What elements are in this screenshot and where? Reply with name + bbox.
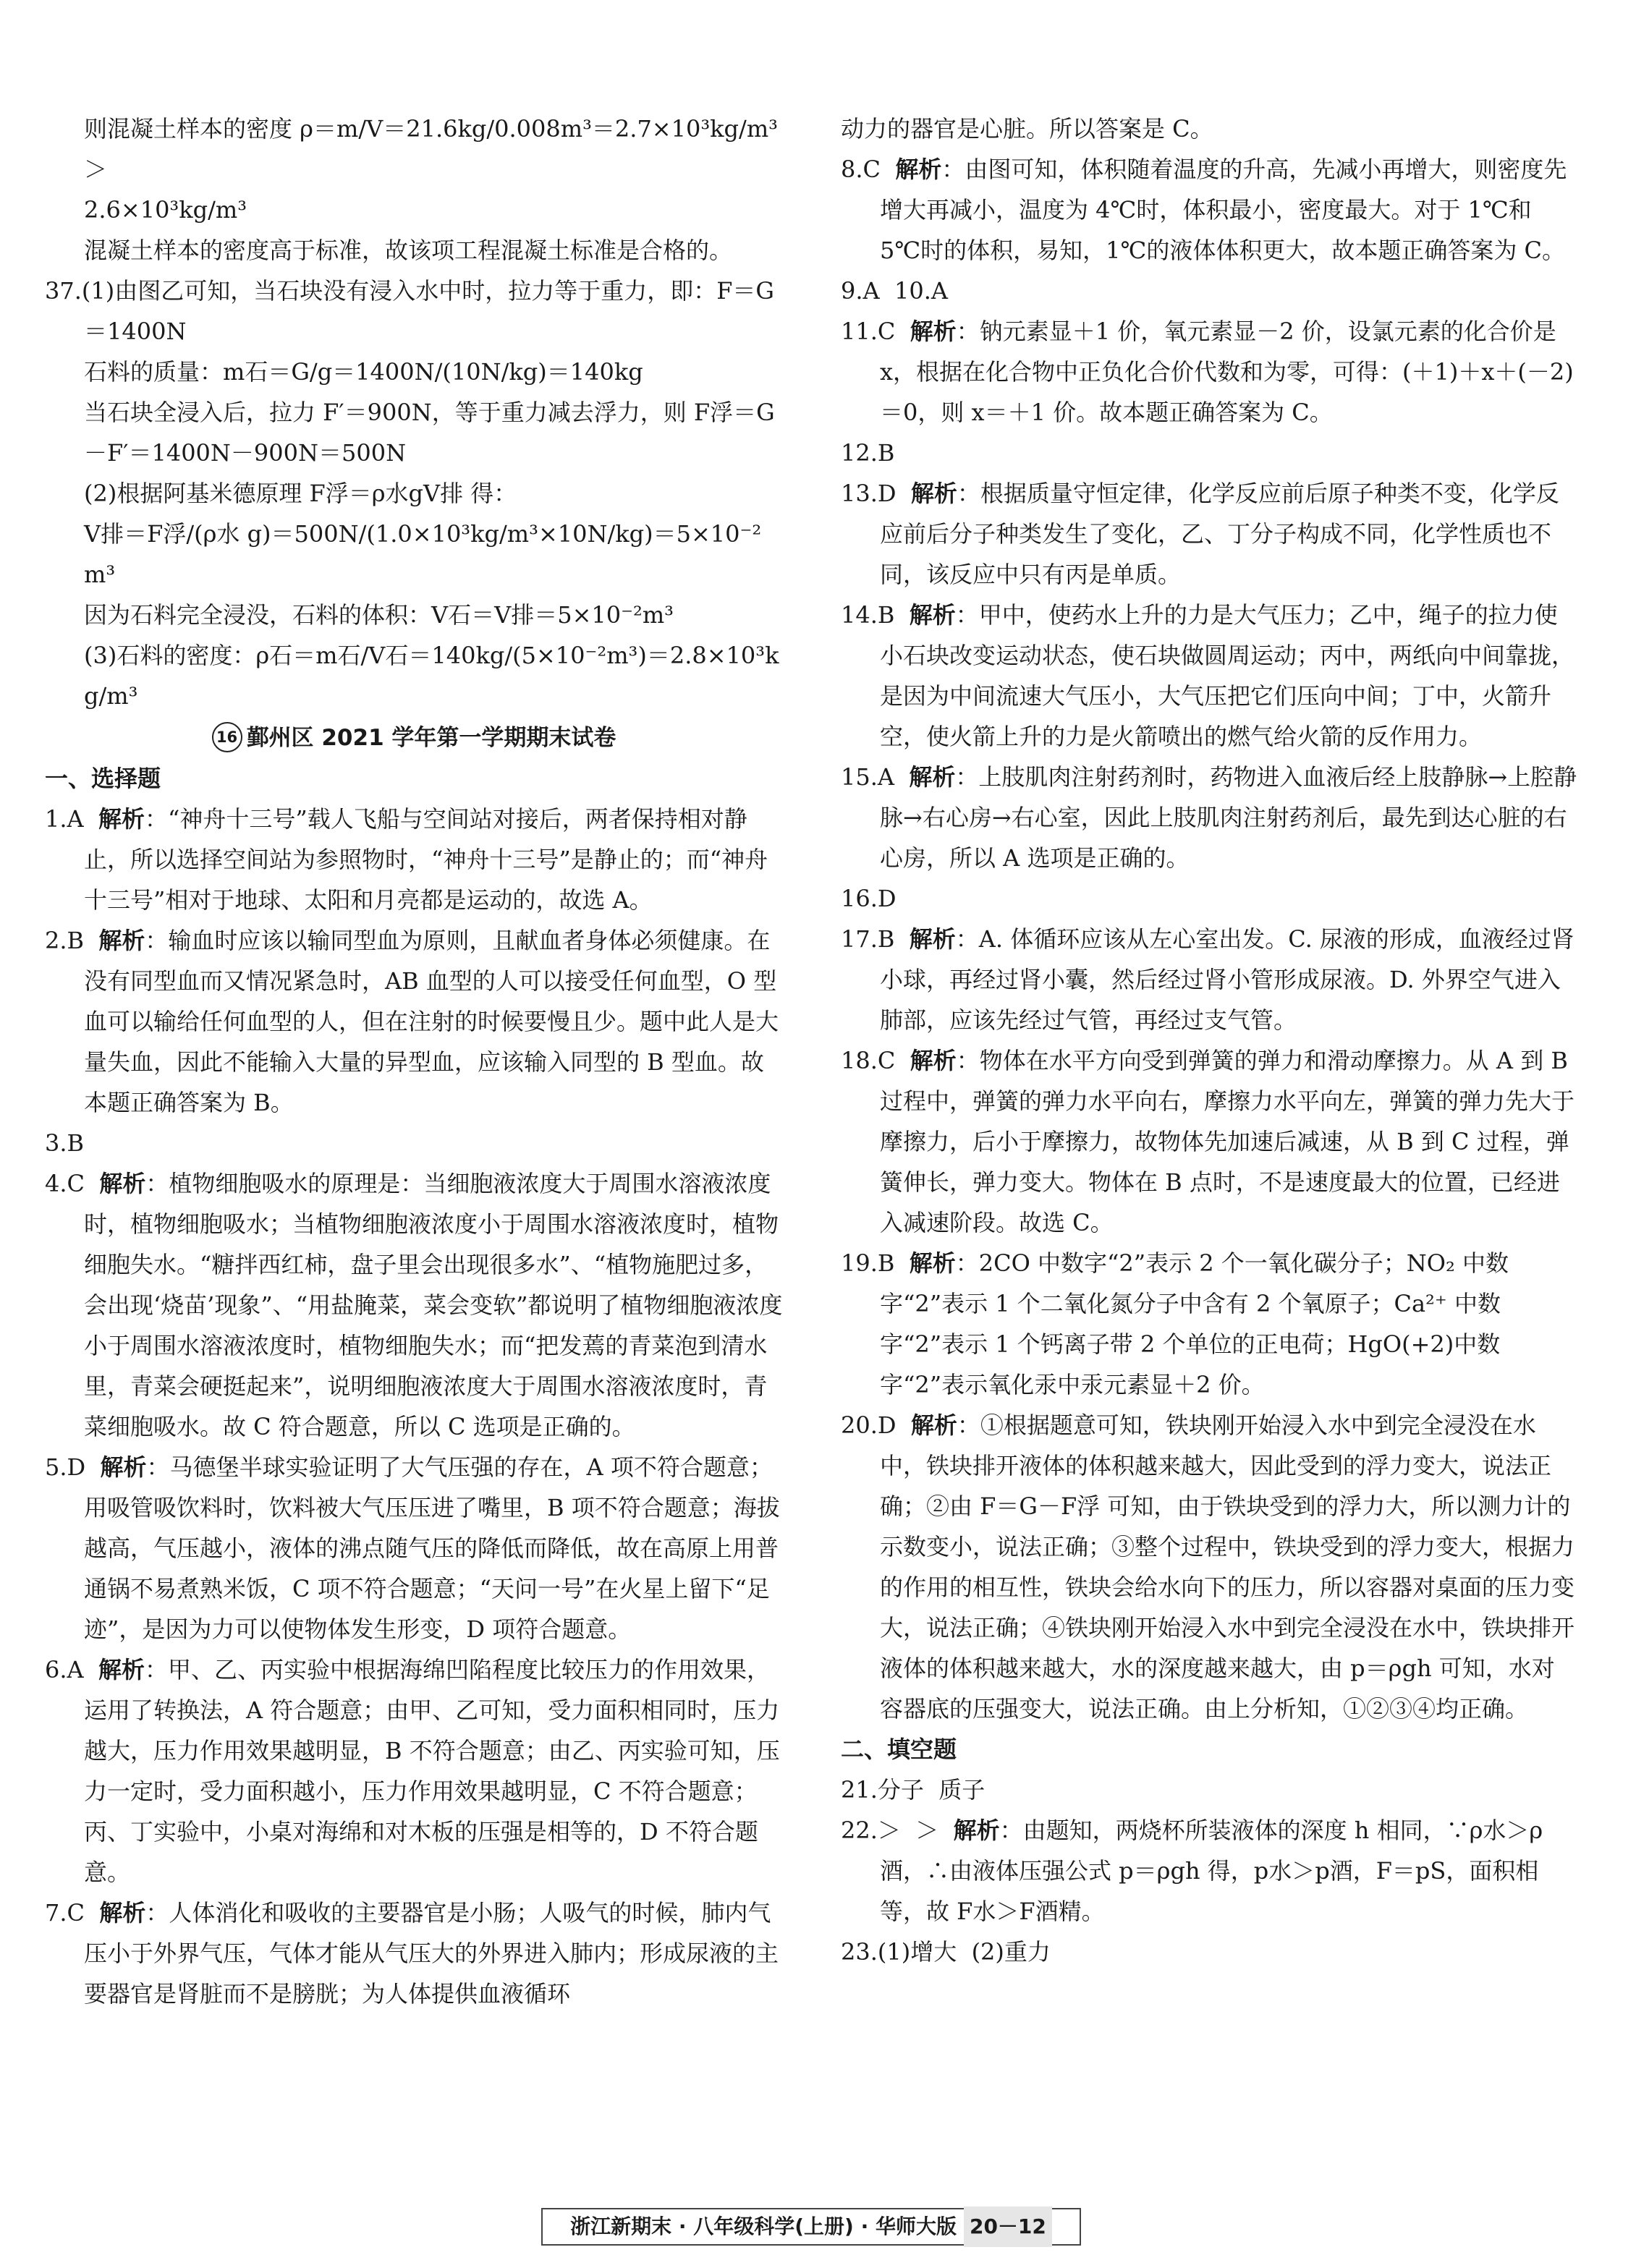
answer-item [841, 311, 1577, 433]
answer-item [841, 919, 1577, 1040]
answer-number: 14.B [841, 601, 895, 629]
analysis-label: 解析 [910, 1047, 957, 1074]
analysis-label: 解析 [98, 805, 145, 833]
answer-number: 21. [841, 1776, 878, 1804]
answer-text: ：“神舟十三号”载人飞船与空间站对接后，两者保持相对静止，所以选择空间站为参照物时，“神舟十三号”是静止的；而“神舟十三号”相对于地球、太阳和月亮都是运动的，故选 A。 [84, 805, 768, 914]
answer-number: 6.A [45, 1656, 84, 1683]
answer-item [45, 1893, 783, 2014]
answer-item [841, 1405, 1577, 1729]
answer-text: ：甲中，使药水上升的力是大气压力；乙中，绳子的拉力使小石块改变运动状态，使石块做圆周运动；丙中，两纸向中间靠拢，是因为中间流速大气压小，大气压把它们压向中间；丁中，火箭升空，使火箭上升的力是火箭喷出的燃气给火箭的反作用力。 [880, 601, 1575, 750]
solution-line: 因为石料完全浸没，石料的体积：V石＝V排＝5×10⁻²m³ [84, 601, 674, 629]
answer-item [45, 1649, 783, 1893]
answer-number: 15.A [841, 763, 894, 791]
answer-item [841, 878, 1577, 919]
answer-text: ：A. 体循环应该从左心室出发。C. 尿液的形成，血液经过肾小球，再经过肾小囊，然后经过肾小管形成尿液。D. 外界空气进入肺部，应该先经过气管，再经过支气管。 [880, 925, 1574, 1034]
solution-line: (2)根据阿基米德原理 F浮＝ρ水gV排 得： [84, 480, 517, 507]
answer-text: 分子 质子 [877, 1776, 986, 1804]
answer-text: (1)增大 (2)重力 [877, 1938, 1051, 1966]
answer-text: ：①根据题意可知，铁块刚开始浸入水中到完全浸没在水中，铁块排开液体的体积越来越大，因此受到的浮力变大，说法正确；②由 F＝G－F浮 可知，由于铁块受到的浮力大，所以测力计的示数变小，说法正确；③整个过程中，铁块受到的浮力变大，根据力的作用的相互性，铁块会给水向下的压力，所以容器对桌面的压力变大，说法正确；④铁块刚开始浸入水中到完全浸没在水中，铁块排开液体的体积越来越大，水的深度越来越大，由 p＝ρgh 可知，水对容器底的压强变大，说法正确。由上分析知，①②③④均正确。 [880, 1411, 1575, 1723]
solution-line: V排＝F浮/(ρ水 g)＝500N/(1.0×10³kg/m³×10N/kg)＝5×10⁻²m³ [84, 520, 762, 588]
answer-text: 动力的器官是心脏。所以答案是 C。 [841, 115, 1213, 143]
solution-line: 37.(1)由图乙可知，当石块没有浸入水中时，拉力等于重力，即：F＝G＝1400N [45, 277, 774, 345]
analysis-label: 解析 [98, 927, 145, 954]
answer-number: 2.B [45, 927, 85, 954]
answer-text: ＞ ＞ [877, 1817, 954, 1844]
answer-number: 11.C [841, 318, 896, 345]
answer-item [45, 1123, 783, 1163]
answer-text: ：植物细胞吸水的原理是：当细胞液浓度大于周围水溶液浓度时，植物细胞吸水；当植物细胞液浓度小于周围水溶液浓度时，植物细胞失水。“糖拌西红柿，盘子里会出现很多水”、“植物施肥过多，会出现‘烧苗’现象”、“用盐腌菜，菜会变软”都说明了植物细胞液浓度小于周围水溶液浓度时，植物细胞失水；而“把发蔫的青菜泡到清水里，青菜会硬挺起来”，说明细胞液浓度大于周围水溶液浓度时，青菜细胞吸水。故 C 符合题意，所以 C 选项是正确的。 [84, 1170, 783, 1440]
answer-text: ：上肢肌肉注射药剂时，药物进入血液后经上肢静脉→上腔静脉→右心房→右心室，因此上肢肌肉注射药剂后，最先到达心脏的右心房，所以 A 选项是正确的。 [880, 763, 1577, 872]
right-column [841, 109, 1577, 1972]
answer-item [841, 1040, 1577, 1243]
answer-number: 7.C [45, 1899, 85, 1927]
section-title [45, 718, 783, 758]
analysis-label: 解析 [98, 1656, 145, 1683]
answer-item [45, 1447, 783, 1649]
answer-number: 9.A [841, 277, 880, 305]
answer-item [45, 799, 783, 920]
answer-item [841, 1810, 1577, 1932]
analysis-label: 解析 [909, 763, 956, 791]
answer-number: 16.D [841, 885, 897, 912]
answer-number: 4.C [45, 1170, 85, 1197]
answer-text: ：由题知，两烧杯所装液体的深度 h 相同，∵ρ水＞ρ酒，∴由液体压强公式 p＝ρgh 得，p水＞p酒，F＝pS，面积相等，故 F水＞F酒精。 [880, 1817, 1543, 1925]
answer-number: 5.D [45, 1453, 86, 1481]
answer-item [841, 1243, 1577, 1405]
answer-number: 18.C [841, 1047, 896, 1074]
answer-number: 8.C [841, 156, 881, 183]
heading-multiple-choice: 一、选择题 [45, 765, 161, 792]
section-title-text: 鄞州区 2021 学年第一学期期末试卷 [246, 725, 616, 751]
solution-line: 混凝土样本的密度高于标准，故该项工程混凝土标准是合格的。 [84, 237, 733, 264]
solution-line: 2.6×10³kg/m³ [84, 196, 247, 224]
analysis-label: 解析 [909, 601, 956, 629]
analysis-label: 解析 [910, 318, 957, 345]
solution-line: 当石块全浸入后，拉力 F′＝900N，等于重力减去浮力，则 F浮＝G－F′＝1400N－900N＝500N [84, 399, 775, 467]
analysis-label: 解析 [910, 480, 957, 507]
answer-item [841, 473, 1577, 595]
solution-line: 石料的质量：m石＝G/g＝1400N/(10N/kg)＝140kg [84, 358, 643, 386]
answer-item [841, 757, 1577, 878]
analysis-label: 解析 [100, 1453, 147, 1481]
answer-item [841, 595, 1577, 757]
left-column [45, 109, 783, 2014]
answer-text: ：2CO 中数字“2”表示 2 个一氧化碳分子；NO₂ 中数字“2”表示 1 个二氧化氮分子中含有 2 个氧原子；Ca²⁺ 中数字“2”表示 1 个钙离子带 2 个单位的正电荷；HgO(+2)中数字“2”表示氧化汞中汞元素显＋2 价。 [880, 1249, 1509, 1398]
answer-text: ：由图可知，体积随着温度的升高，先减小再增大，则密度先增大再减小，温度为 4℃时，体积最小，密度最大。对于 1℃和 5℃时的体积，易知，1℃的液体体积更大，故本题正确答案为 C。 [880, 156, 1567, 264]
answer-number: 22. [841, 1817, 878, 1844]
answer-number: 1.A [45, 805, 84, 833]
answer-item [841, 271, 1577, 311]
page-number: 20－12 [964, 2207, 1052, 2247]
answer-text: ：人体消化和吸收的主要器官是小肠；人吸气的时候，肺内气压小于外界气压，气体才能从气压大的外界进入肺内；形成尿液的主要器官是肾脏而不是膀胱；为人体提供血液循环 [84, 1899, 779, 2008]
answer-item [841, 433, 1577, 473]
answer-text: ：甲、乙、丙实验中根据海绵凹陷程度比较压力的作用效果，运用了转换法，A 符合题意；由甲、乙可知，受力面积相同时，压力越大，压力作用效果越明显，B 不符合题意；由乙、丙实验可知，压力一定时，受力面积越小，压力作用效果越明显，C 不符合题意；丙、丁实验中，小桌对海绵和对木板的压强是相等的，D 不符合题意。 [84, 1656, 780, 1886]
analysis-label: 解析 [99, 1899, 146, 1927]
answer-number: 19.B [841, 1249, 895, 1277]
analysis-label: 解析 [895, 156, 942, 183]
heading-fill-in: 二、填空题 [841, 1736, 957, 1763]
answer-item [841, 109, 1577, 149]
answer-number: 13.D [841, 480, 897, 507]
analysis-label: 解析 [909, 925, 956, 953]
answer-item [841, 1932, 1577, 1972]
analysis-label: 解析 [909, 1249, 956, 1277]
answer-item [45, 920, 783, 1123]
answer-item [45, 1163, 783, 1447]
page-footer [541, 2208, 1081, 2246]
solution-line: (3)石料的密度：ρ石＝m石/V石＝140kg/(5×10⁻²m³)＝2.8×10³kg/m³ [84, 642, 779, 710]
analysis-label: 解析 [953, 1817, 1000, 1844]
answer-number: 23. [841, 1938, 878, 1966]
answer-text: ：输血时应该以输同型血为原则，且献血者身体必须健康。在没有同型血而又情况紧急时，AB 血型的人可以接受任何血型，O 型血可以输给任何血型的人，但在注射的时候要慢且少。题中此人是大量失血，因此不能输入大量的异型血，应该输入同型的 B 型血。故本题正确答案为 B。 [84, 927, 779, 1116]
answer-number: 20.D [841, 1411, 897, 1439]
answer-text: ：马德堡半球实验证明了大气压强的存在，A 项不符合题意；用吸管吸饮料时，饮料被大气压压进了嘴里，B 项不符合题意；海拔越高，气压越小，液体的沸点随气压的降低而降低，故在高原上用普通锅不易煮熟米饭，C 项不符合题意；“天问一号”在火星上留下“足迹”，是因为力可以使物体发生形变，D 项符合题意。 [84, 1453, 780, 1643]
answer-number: 17.B [841, 925, 895, 953]
footer-title: 浙江新期末 · 八年级科学(上册) · 华师大版 [570, 2214, 957, 2238]
analysis-label: 解析 [99, 1170, 146, 1197]
answer-number: 3.B [45, 1129, 85, 1157]
section-badge: 16 [212, 722, 242, 752]
analysis-label: 解析 [910, 1411, 957, 1439]
answer-text: ：物体在水平方向受到弹簧的弹力和滑动摩擦力。从 A 到 B 过程中，弹簧的弹力水平向右，摩擦力水平向左，弹簧的弹力先大于摩擦力，后小于摩擦力，故物体先加速后减速，从 B 到 C 过程，弹簧伸长，弹力变大。物体在 B 点时，不是速度最大的位置，已经进入减速阶段。故选 C。 [880, 1047, 1576, 1236]
answer-item [841, 1770, 1577, 1810]
answer-number: 12.B [841, 439, 895, 467]
answer-text: ：根据质量守恒定律，化学反应前后原子种类不变，化学反应前后分子种类发生了变化，乙、丁分子构成不同，化学性质也不同，该反应中只有丙是单质。 [880, 480, 1559, 588]
answer-text: 10.A [879, 277, 948, 305]
solution-line: 则混凝土样本的密度 ρ＝m/V＝21.6kg/0.008m³＝2.7×10³kg/m³＞ [84, 115, 778, 183]
answer-text: ：钠元素显＋1 价，氧元素显－2 价，设氯元素的化合价是 x，根据在化合物中正负化合价代数和为零，可得：(＋1)＋x＋(－2)＝0，则 x＝＋1 价。故本题正确答案为 C。 [880, 318, 1574, 426]
answer-item [841, 149, 1577, 271]
